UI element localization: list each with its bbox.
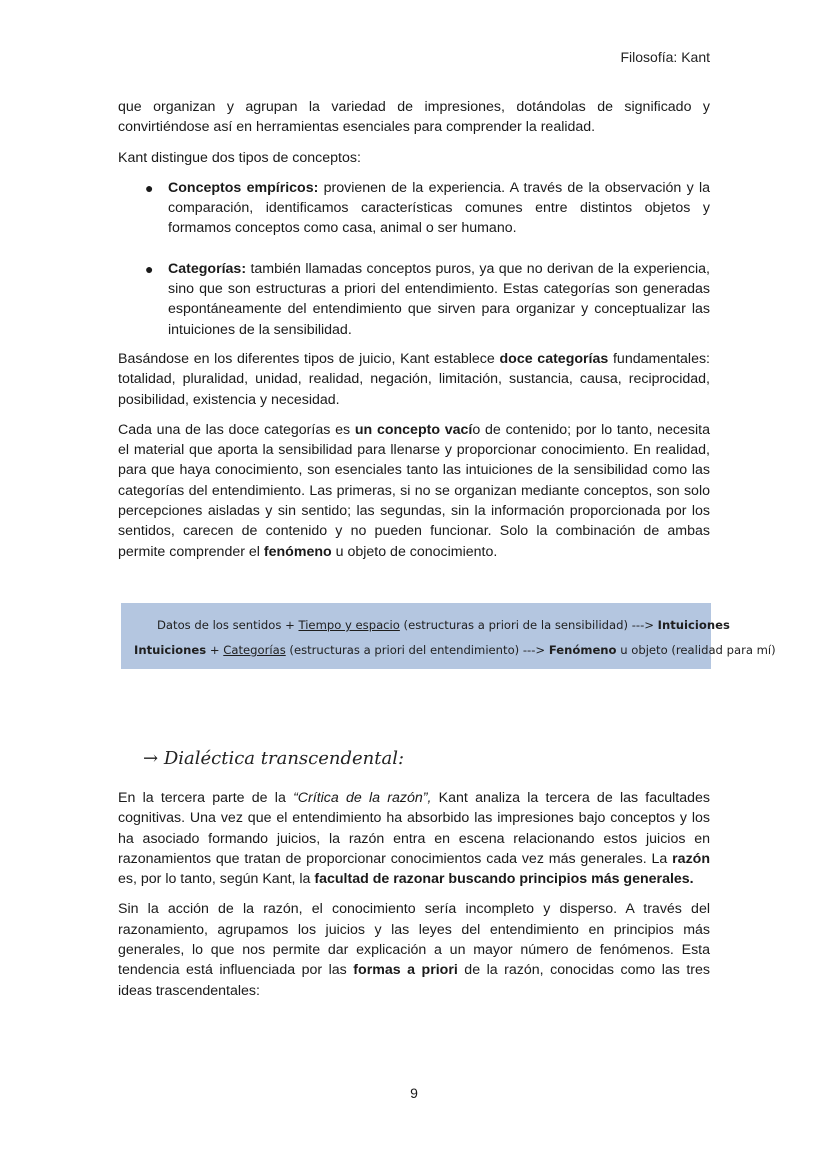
body-text-bottom [118, 788, 710, 1011]
paragraph-6 [118, 899, 710, 1000]
underlined-run: Tiempo y espacio [298, 618, 400, 632]
text-run: Kant analiza la tercera de las facultades cognitivas. Una vez que el entendimiento ha absorbido las impresiones bajo conceptos y los ha asociado formando juicios, la razón entra en escena relacionando estos juicios en razonamientos que tratan de proporcionar conocimientos cada vez más generales. La [118, 790, 710, 867]
summary-box [121, 603, 776, 669]
text-run: u objeto (realidad para mí) [616, 643, 776, 657]
bold-run: doce categorías [499, 350, 609, 367]
text-run: (estructuras a priori de la sensibilidad) ---> [399, 618, 658, 632]
bold-run: Intuiciones [134, 643, 207, 657]
paragraph-2: Kant distingue dos tipos de conceptos: [118, 149, 361, 166]
page-number: 9 [410, 1085, 418, 1101]
text-run: En la tercera parte de la [118, 790, 294, 806]
paragraph-1: que organizan y agrupan la variedad de impresiones, dotándolas de significado y convirtiéndose así en herramientas esenciales para comprender la realidad. [118, 99, 710, 136]
text-run: es, por lo tanto, según Kant, la [118, 871, 315, 888]
bold-run: un concepto vací [354, 421, 473, 438]
section-heading [143, 748, 404, 769]
paragraph-4 [118, 420, 710, 562]
list-item [118, 259, 710, 340]
italic-run: “Crítica de la razón”, [293, 790, 432, 806]
bold-run: Intuiciones [657, 618, 730, 632]
text-run: de la razón, conocidas como las tres ideas trascendentales: [118, 962, 711, 999]
bold-run: formas a priori [353, 962, 458, 979]
summary-line-2 [134, 643, 776, 657]
text-run: Basándose en los diferentes tipos de juicio, Kant establece [118, 350, 500, 367]
bold-run: razón [672, 850, 710, 867]
paragraph-3 [118, 349, 710, 410]
list-item-term: Categorías: [168, 260, 247, 277]
bold-run: fenómeno [263, 543, 332, 560]
text-run: o de contenido; por lo tanto, necesita el material que aporta la sensibilidad para llenarse y proporcionar conocimiento. En realidad, para que haya conocimiento, son esenciales tanto las intuiciones de la sensibilidad como las categorías del entendimiento. Las primeras, si no se organizan mediante conceptos, son solo percepciones aisladas y sin sentido; las segundas, sin la información proporcionada por los sentidos, carecen de contenido y no pueden funcionar. Solo la combinación de ambas permite comprender el [118, 421, 710, 560]
body-text-top [118, 97, 710, 572]
arrow-right-icon: → [143, 748, 159, 769]
bullet-icon: ● [145, 260, 154, 277]
bullet-icon: ● [145, 179, 154, 196]
section-heading-text: Dialéctica transcendental: [163, 748, 405, 769]
list-item [118, 178, 710, 239]
list-item-text: provienen de la experiencia. A través de la observación y la comparación, identificamos características comunes entre distintos objetos y formamos conceptos como casa, animal o ser humano. [168, 179, 710, 237]
text-run: + [206, 643, 224, 657]
text-run: fundamentales: totalidad, pluralidad, unidad, realidad, negación, limitación, sustancia, causa, reciprocidad, posibilidad, existencia y necesidad. [118, 350, 710, 408]
running-header: Filosofía: Kant [620, 49, 710, 65]
text-run: Cada una de las doce categorías es [118, 421, 355, 438]
text-run: Sin la acción de la razón, el conocimiento sería incompleto y disperso. A través del razonamiento, agrupamos los juicios y las leyes del entendimiento en principios más generales, lo que nos permite dar explicación a un mayor número de fenómenos. Esta tendencia está influenciada por las [118, 901, 710, 979]
text-run: u objeto de conocimiento. [331, 543, 498, 560]
list-item-text: también llamadas conceptos puros, ya que no derivan de la experiencia, sino que son estructuras a priori del entendimiento. Estas categorías son generadas espontáneamente del entendimiento que sirven para organizar y conceptualizar las intuiciones de la sensibilidad. [168, 260, 710, 338]
bold-run: Fenómeno [548, 643, 617, 657]
paragraph-5 [118, 788, 710, 889]
summary-line-1 [157, 618, 730, 632]
list-item-term: Conceptos empíricos: [168, 179, 319, 196]
bold-run: facultad de razonar buscando principios más generales. [314, 871, 694, 888]
text-run: (estructuras a priori del entendimiento) ---> [285, 643, 549, 657]
underlined-run: Categorías [223, 643, 286, 657]
concept-types-list [118, 178, 710, 340]
text-run: Datos de los sentidos + [157, 618, 299, 632]
